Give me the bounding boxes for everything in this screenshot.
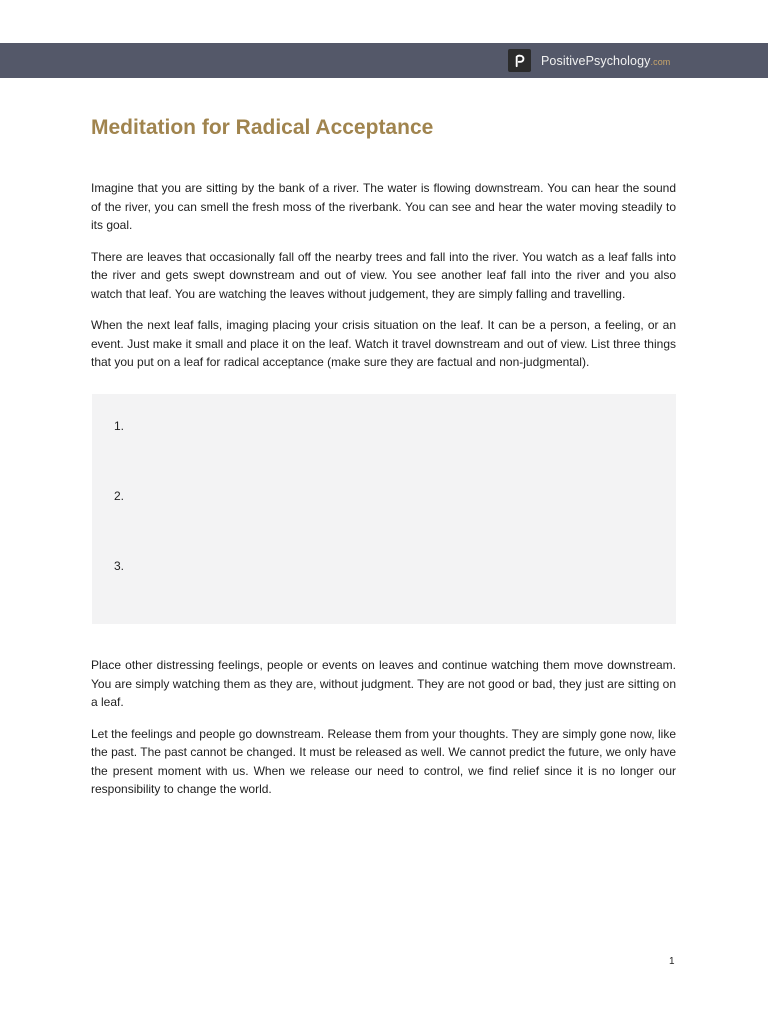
answer-box[interactable] [92, 394, 676, 624]
closing-text [91, 656, 676, 799]
intro-text [91, 179, 676, 372]
answer-item-1: 1. [114, 419, 125, 433]
answer-item-3: 3. [114, 559, 125, 573]
intro-paragraph-1: Imagine that you are sitting by the bank of a river. The water is flowing downstream. You can hear the sound of the river, you can smell the fresh moss of the riverbank. You can see and hear the water moving steadily to its goal. [91, 181, 676, 232]
brand-name-main: PositivePsychology [541, 53, 651, 68]
closing-paragraph-2: Let the feelings and people go downstream. Release them from your thoughts. They are simply gone now, like the past. The past cannot be changed. It must be released as well. We cannot predict the future, we only have the present moment with us. When we release our need to control, we find relief since it is no longer our responsibility to change the world. [91, 726, 676, 796]
header-bar [0, 43, 768, 78]
page-number: 1 [669, 956, 675, 967]
intro-paragraph-2: There are leaves that occasionally fall off the nearby trees and fall into the river. You watch as a leaf falls into the river and gets swept downstream and out of view. You see another leaf fall into the river and you also watch that leaf. You are watching the leaves without judgement, they are simply falling and travelling. [91, 249, 676, 301]
brand-logo-link[interactable] [508, 49, 670, 72]
answer-item-2: 2. [114, 489, 125, 503]
brand-name [541, 54, 670, 68]
positive-psychology-logo-icon [508, 49, 531, 72]
closing-paragraph-1: Place other distressing feelings, people or events on leaves and continue watching them move downstream. You are simply watching them as they are, without judgment. They are not good or bad, they just are sitting on a leaf. [91, 658, 676, 709]
page-title: Meditation for Radical Acceptance [91, 116, 434, 139]
brand-name-tld: .com [650, 56, 671, 67]
intro-paragraph-3: When the next leaf falls, imaging placing your crisis situation on the leaf. It can be a person, a feeling, or an event. Just make it small and place it on the leaf. Watch it travel downstream and out of view. List three things that you put on a leaf for radical acceptance (make sure they are factual and non-judgmental). [91, 318, 676, 369]
